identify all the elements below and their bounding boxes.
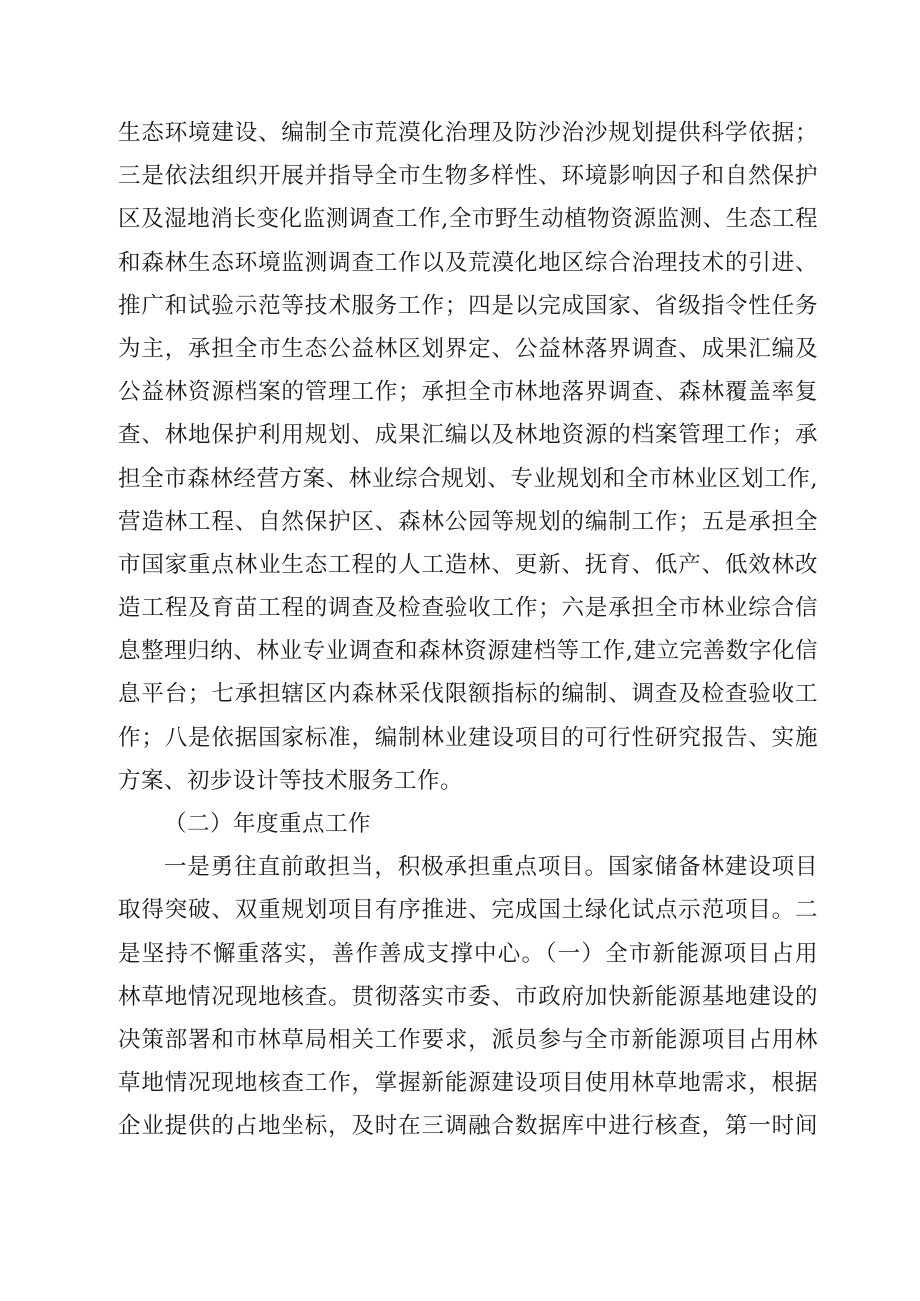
text-line: 一是勇往直前敢担当，积极承担重点项目。国家储备林建设项目	[164, 854, 818, 881]
text-line: 查、林地保护利用规划、成果汇编以及林地资源的档案管理工作；承	[118, 422, 818, 449]
text-line: 和森林生态环境监测调查工作以及荒漠化地区综合治理技术的引进、	[118, 249, 818, 276]
text-line: 造工程及育苗工程的调查及检查验收工作；六是承担全市林业综合信	[118, 595, 818, 622]
text-line: 区及湿地消长变化监测调查工作,全市野生动植物资源监测、生态工程	[118, 206, 818, 233]
text-line: 公益林资源档案的管理工作；承担全市林地落界调查、森林覆盖率复	[118, 379, 818, 406]
paragraph-key-work	[118, 846, 818, 1148]
text-line: 三是依法组织开展并指导全市生物多样性、环境影响因子和自然保护	[118, 163, 818, 190]
text-line: 息平台；七承担辖区内森林采伐限额指标的编制、调查及检查验收工	[118, 681, 818, 708]
text-line: 林草地情况现地核查。贯彻落实市委、市政府加快新能源基地建设的	[118, 983, 818, 1010]
text-line: 方案、初步设计等技术服务工作。	[118, 767, 464, 794]
document-body	[118, 112, 818, 1149]
text-line: 息整理归纳、林业专业调查和森林资源建档等工作,建立完善数字化信	[118, 638, 818, 665]
text-line: 营造林工程、自然保护区、森林公园等规划的编制工作；五是承担全	[118, 508, 818, 535]
text-line: 企业提供的占地坐标，及时在三调融合数据库中进行核查，第一时间	[118, 1113, 818, 1140]
text-line: 作；八是依据国家标准，编制林业建设项目的可行性研究报告、实施	[118, 724, 818, 751]
text-line: 生态环境建设、编制全市荒漠化治理及防沙治沙规划提供科学依据；	[118, 120, 818, 146]
text-line: 决策部署和市林草局相关工作要求，派员参与全市新能源项目占用林	[118, 1026, 818, 1053]
text-line: 取得突破、双重规划项目有序推进、完成国土绿化试点示范项目。二	[118, 897, 818, 924]
text-line: 草地情况现地核查工作，掌握新能源建设项目使用林草地需求，根据	[118, 1070, 818, 1097]
section-heading: （二）年度重点工作	[164, 811, 372, 837]
text-line: 担全市森林经营方案、林业综合规划、专业规划和全市林业区划工作,	[118, 465, 818, 492]
text-line: 推广和试验示范等技术服务工作；四是以完成国家、省级指令性任务	[118, 292, 818, 319]
text-line: 为主，承担全市生态公益林区划界定、公益林落界调查、成果汇编及	[118, 335, 818, 362]
text-line: 是坚持不懈重落实，善作善成支撑中心。（一）全市新能源项目占用	[118, 940, 818, 967]
paragraph-duties	[118, 112, 818, 803]
text-line: 市国家重点林业生态工程的人工造林、更新、抚育、低产、低效林改	[118, 551, 818, 578]
